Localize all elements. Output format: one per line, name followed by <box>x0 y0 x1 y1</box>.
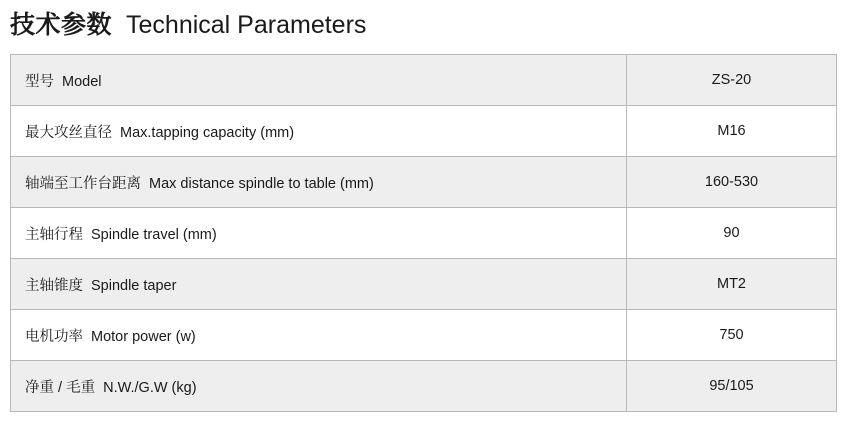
page-title-english: Technical Parameters <box>126 11 367 39</box>
row-label-english: Spindle taper <box>91 277 177 294</box>
row-label-chinese: 轴端至工作台距离 <box>25 175 141 192</box>
row-value-cell: ZS-20 <box>627 55 837 106</box>
row-label-english: Spindle travel (mm) <box>91 226 217 243</box>
row-value-cell: M16 <box>627 106 837 157</box>
row-label-english: Max distance spindle to table (mm) <box>149 175 374 192</box>
row-value-cell: 750 <box>627 310 837 361</box>
page-title <box>10 8 366 42</box>
row-label-cell <box>11 157 627 208</box>
row-label-chinese: 主轴行程 <box>25 226 83 243</box>
row-label-cell <box>11 361 627 412</box>
row-value-cell: 160-530 <box>627 157 837 208</box>
row-label-chinese: 净重 / 毛重 <box>25 379 96 396</box>
table-row <box>11 310 837 361</box>
row-label-cell <box>11 55 627 106</box>
row-value-cell: 95/105 <box>627 361 837 412</box>
row-value-cell: 90 <box>627 208 837 259</box>
row-label-chinese: 型号 <box>25 73 54 90</box>
row-label-english: Motor power (w) <box>91 328 196 345</box>
row-label-chinese: 最大攻丝直径 <box>25 124 112 141</box>
table-row <box>11 208 837 259</box>
row-label-cell <box>11 208 627 259</box>
row-label-english: Model <box>62 73 102 90</box>
row-label-english: N.W./G.W (kg) <box>103 379 197 396</box>
table-row <box>11 259 837 310</box>
table-row <box>11 157 837 208</box>
table-row <box>11 361 837 412</box>
row-label-english: Max.tapping capacity (mm) <box>120 124 295 141</box>
row-label-cell <box>11 106 627 157</box>
row-label-cell <box>11 259 627 310</box>
row-label-chinese: 电机功率 <box>25 328 83 345</box>
row-value-cell: MT2 <box>627 259 837 310</box>
technical-parameters-table <box>10 54 837 412</box>
row-label-cell <box>11 310 627 361</box>
page-title-chinese: 技术参数 <box>10 11 113 39</box>
table-row <box>11 106 837 157</box>
table-row <box>11 55 837 106</box>
row-label-chinese: 主轴锥度 <box>25 277 83 294</box>
